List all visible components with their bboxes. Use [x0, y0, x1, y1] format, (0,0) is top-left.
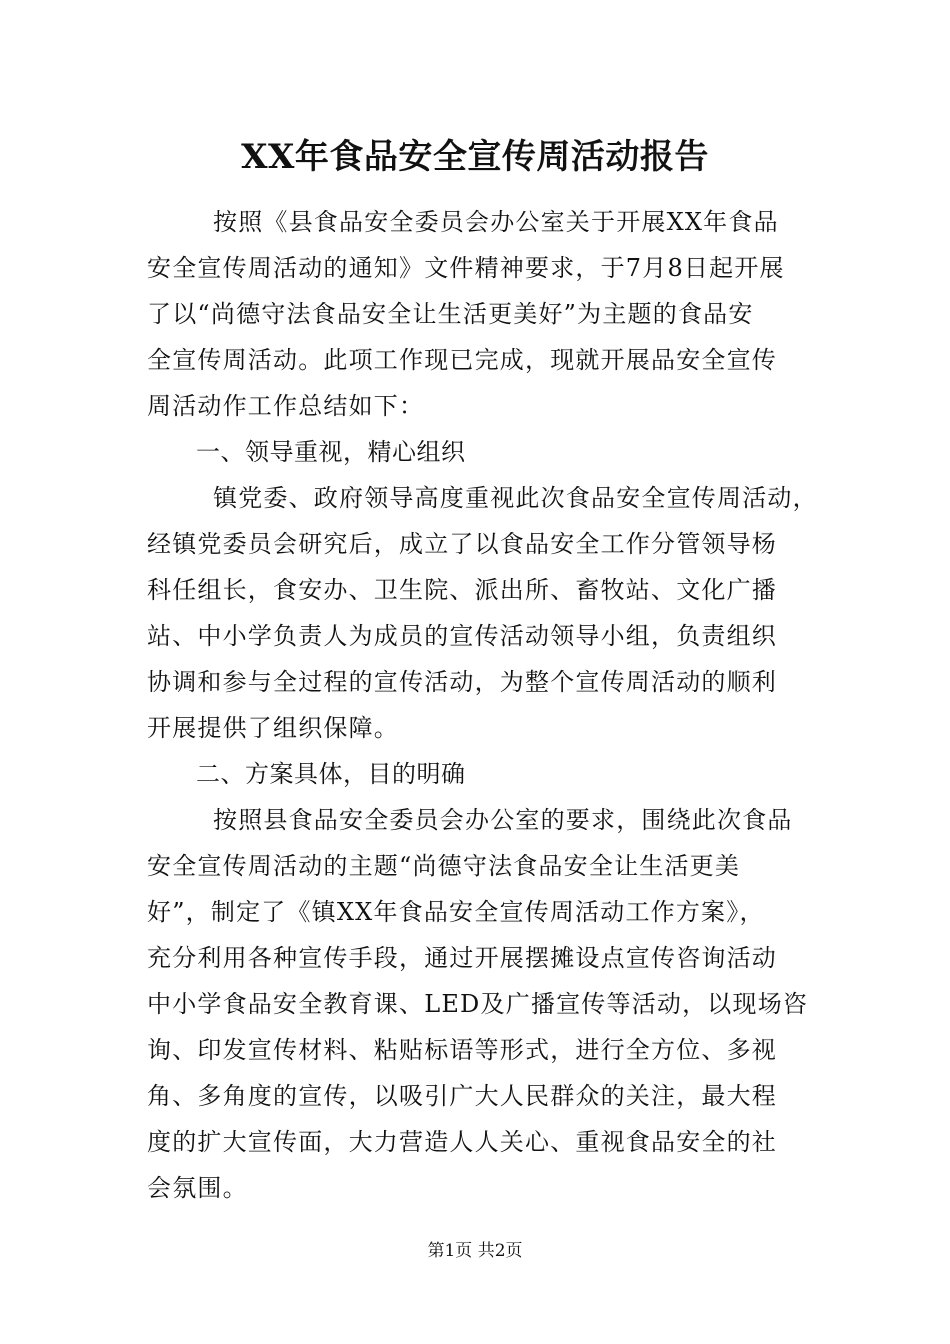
paragraph-line: 全宣传周活动。此项工作现已完成，现就开展品安全宣传: [147, 346, 777, 374]
section-1-paragraph: [147, 475, 817, 751]
paragraph-line: 按照县食品安全委员会办公室的要求，围绕此次食品: [213, 806, 793, 834]
paragraph-line: 安全宣传周活动的通知》文件精神要求，于7月8日起开展: [147, 254, 785, 282]
paragraph-line: 协调和参与全过程的宣传活动，为整个宣传周活动的顺利: [147, 668, 777, 696]
page-footer: 第1页 共2页: [427, 1241, 523, 1261]
paragraph-line: 按照《县食品安全委员会办公室关于开展XX年食品: [213, 208, 779, 236]
paragraph-line: 会氛围。: [147, 1174, 248, 1202]
paragraph-line: 度的扩大宣传面，大力营造人人关心、重视食品安全的社: [147, 1128, 777, 1156]
intro-paragraph: [147, 199, 817, 429]
section-1-heading: 一、领导重视，精心组织: [196, 438, 466, 466]
paragraph-line: 安全宣传周活动的主题“尚德守法食品安全让生活更美: [147, 852, 741, 880]
paragraph-line: 角、多角度的宣传，以吸引广大人民群众的关注，最大程: [147, 1082, 777, 1110]
section-2-heading: 二、方案具体，目的明确: [196, 760, 466, 788]
document-title: XX年食品安全宣传周活动报告: [241, 137, 709, 177]
paragraph-line: 周活动作工作总结如下：: [147, 392, 425, 420]
paragraph-line: 充分利用各种宣传手段，通过开展摆摊设点宣传咨询活动: [147, 944, 777, 972]
paragraph-line: 镇党委、政府领导高度重视此次食品安全宣传周活动，: [213, 484, 818, 512]
paragraph-line: 站、中小学负责人为成员的宣传活动领导小组，负责组织: [147, 622, 777, 650]
paragraph-line: 开展提供了组织保障。: [147, 714, 399, 742]
paragraph-line: 好”，制定了《镇XX年食品安全宣传周活动工作方案》，: [147, 898, 765, 926]
paragraph-line: 科任组长，食安办、卫生院、派出所、畜牧站、文化广播: [147, 576, 777, 604]
paragraph-line: 询、印发宣传材料、粘贴标语等形式，进行全方位、多视: [147, 1036, 777, 1064]
paragraph-line: 中小学食品安全教育课、LED及广播宣传等活动，以现场咨: [147, 990, 809, 1018]
paragraph-line: 了以“尚德守法食品安全让生活更美好”为主题的食品安: [147, 300, 754, 328]
paragraph-line: 经镇党委员会研究后，成立了以食品安全工作分管领导杨: [147, 530, 777, 558]
section-2-paragraph: [147, 797, 817, 1211]
